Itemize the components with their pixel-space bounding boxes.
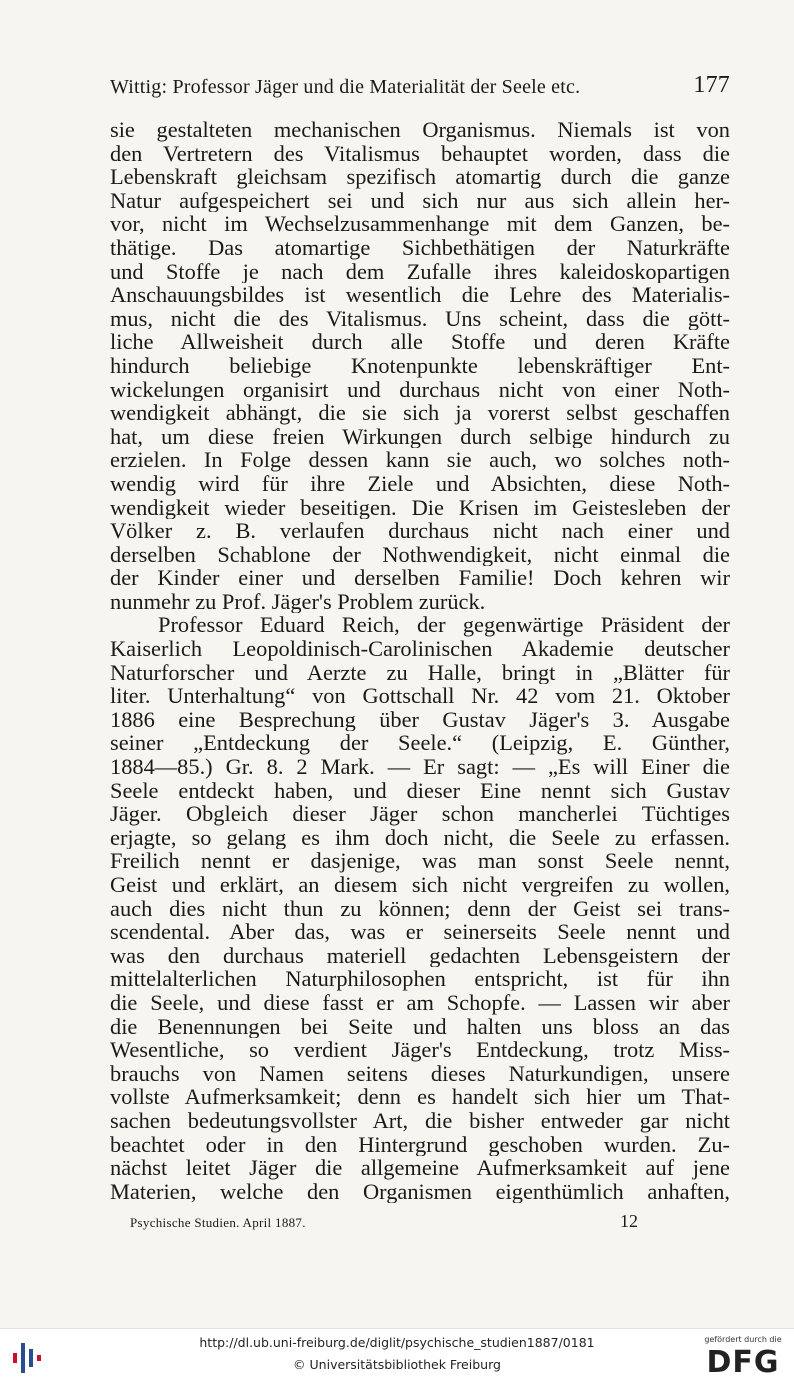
text-line: der Kinder einer und derselben Familie! Doch kehren wir (110, 566, 730, 590)
text-line: beachtet oder in den Hintergrund geschoben wurden. Zu- (110, 1132, 730, 1157)
text-line: Freilich nennt er dasjenige, was man sonst Seele nennt, (110, 849, 730, 873)
text-line: seiner „Entdeckung der Seele.“ (Leipzig, E. Günther, (110, 731, 730, 756)
text-line: den Vertretern des Vitalismus behauptet worden, dass die (110, 141, 730, 166)
text-line: Natur aufgespeichert sei und sich nur aus sich allein her- (110, 188, 730, 213)
text-line: mus, nicht die des Vitalismus. Uns scheint, dass die gött- (110, 306, 730, 331)
dfg-logo-text: DFG (706, 1345, 780, 1380)
running-head (110, 72, 730, 102)
text-line: hindurch beliebige Knotenpunkte lebenskräftiger Ent- (110, 353, 730, 378)
text-line: liter. Unterhaltung“ von Gottschall Nr. 42 vom 21. Oktober (110, 684, 730, 708)
text-line: erzielen. In Folge dessen kann sie auch, wo solches noth- (110, 448, 730, 472)
signature-number: 12 (620, 1211, 638, 1231)
text-line: Kaiserlich Leopoldinisch-Carolinischen Akademie deutscher (110, 637, 730, 661)
text-line: hat, um diese freien Wirkungen durch selbige hindurch zu (110, 424, 730, 449)
body-text (110, 118, 730, 1203)
text-line: wendigkeit abhängt, die sie sich ja vorerst selbst geschaffen (110, 401, 730, 425)
page-number: 177 (693, 72, 730, 98)
text-line: vollste Aufmerksamkeit; denn es handelt sich hier um That- (110, 1085, 730, 1109)
text-line: nunmehr zu Prof. Jäger's Problem zurück. (110, 589, 486, 614)
text-line: 1884—85.) Gr. 8. 2 Mark. — Er sagt: — „Es will Einer die (110, 755, 730, 779)
text-line: auch dies nicht thun zu können; denn der Geist sei trans- (110, 896, 730, 921)
text-line: nächst leitet Jäger die allgemeine Aufmerksamkeit auf jene (110, 1156, 730, 1180)
running-head-title: Wittig: Professor Jäger und die Materialität der Seele etc. (110, 76, 581, 98)
text-line: scendental. Aber das, was er seinerseits Seele nennt und (110, 920, 730, 944)
text-line: Professor Eduard Reich, der gegenwärtige Präsident der (158, 613, 730, 638)
copyright-text: © Universitätsbibliothek Freiburg (293, 1357, 501, 1372)
page-footer (130, 1211, 650, 1233)
dfg-logo (700, 1335, 786, 1379)
text-line: Materien, welche den Organismen eigenthümlich anhaften, (110, 1179, 730, 1204)
source-url-link[interactable]: http://dl.ub.uni-freiburg.de/diglit/psychische_studien1887/0181 (199, 1335, 595, 1350)
text-line: mittelalterlichen Naturphilosophen entspricht, ist für ihn (110, 967, 730, 991)
text-line: vor, nicht im Wechselzusammenhange mit dem Ganzen, be- (110, 212, 730, 236)
text-line: derselben Schablone der Nothwendigkeit, nicht einmal die (110, 542, 730, 567)
text-line: wickelungen organisirt und durchaus nicht von einer Noth- (110, 377, 730, 402)
text-line: was den durchaus materiell gedachten Lebensgeistern der (110, 943, 730, 968)
text-line: 1886 eine Besprechung über Gustav Jäger's 3. Ausgabe (110, 707, 730, 732)
text-line: Seele entdeckt haben, und dieser Eine nennt sich Gustav (110, 778, 730, 803)
text-line: Völker z. B. verlaufen durchaus nicht nach einer und (110, 519, 730, 543)
text-line: und Stoffe je nach dem Zufalle ihres kaleidoskopartigen (110, 259, 730, 284)
text-line: Anschauungsbildes ist wesentlich die Lehre des Materialis- (110, 283, 730, 307)
viewer-footer-bar (0, 1328, 794, 1384)
text-line: die Benennungen bei Seite und halten uns bloss an das (110, 1014, 730, 1039)
text-line: Geist und erklärt, an diesem sich nicht vergreifen zu wollen, (110, 873, 730, 897)
dfg-caption: gefördert durch die (704, 1335, 782, 1344)
text-line: erjagte, so gelang es ihm doch nicht, die Seele zu erfassen. (110, 825, 730, 850)
text-line: sachen bedeutungsvollster Art, die bisher entweder gar nicht (110, 1108, 730, 1133)
text-line: die Seele, und diese fasst er am Schopfe. — Lassen wir aber (110, 990, 730, 1015)
signature-text: Psychische Studien. April 1887. (130, 1215, 306, 1230)
text-line: Lebenskraft gleichsam spezifisch atomartig durch die ganze (110, 165, 730, 189)
text-line: brauchs von Namen seitens dieses Naturkundigen, unsere (110, 1061, 730, 1086)
text-line: sie gestalteten mechanischen Organismus. Niemals ist von (110, 118, 730, 142)
text-line: wendig wird für ihre Ziele und Absichten, diese Noth- (110, 471, 730, 496)
text-line: Naturforscher und Aerzte zu Halle, bringt in „Blätter für (110, 660, 730, 685)
text-line: wendigkeit wieder beseitigen. Die Krisen im Geistesleben der (110, 495, 730, 520)
text-line: Jäger. Obgleich dieser Jäger schon mancherlei Tüchtiges (110, 802, 730, 826)
text-line: Wesentliche, so verdient Jäger's Entdeckung, trotz Miss- (110, 1038, 730, 1062)
text-line: thätige. Das atomartige Sichbethätigen der Naturkräfte (110, 235, 730, 260)
text-line: liche Allweisheit durch alle Stoffe und deren Kräfte (110, 330, 730, 354)
